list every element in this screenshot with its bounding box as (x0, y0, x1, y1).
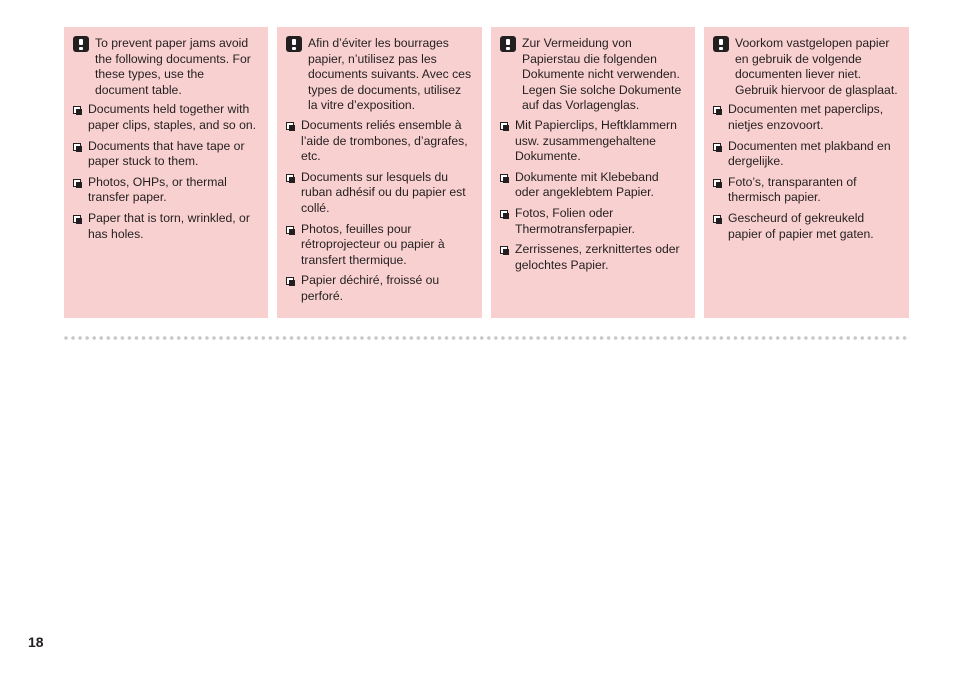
checkbox-bullet-icon (286, 277, 294, 285)
checkbox-bullet-icon (73, 143, 81, 151)
note-heading-text: Afin d’éviter les bourrages papier, n’utilisez pas les documents suivants. Avec ces types de documents, utilisez la vitre d’exposition. (308, 36, 472, 113)
list-item-text: Paper that is torn, wrinkled, or has holes. (88, 210, 250, 241)
exclamation-icon (500, 36, 516, 52)
list-item (285, 222, 472, 269)
checkbox-bullet-icon (73, 106, 81, 114)
list-item-text: Documenten met plakband en dergelijke. (728, 138, 891, 169)
checkbox-bullet-icon (286, 122, 294, 130)
list-item-text: Photos, feuilles pour rétroprojecteur ou papier à transfert thermique. (301, 221, 445, 267)
list-item-text: Documents reliés ensemble à l’aide de trombones, d’agrafes, etc. (301, 117, 468, 164)
list-item-text: Dokumente mit Klebeband oder angeklebtem Papier. (515, 169, 659, 200)
note-list (285, 118, 472, 305)
list-item (72, 211, 258, 242)
list-item (285, 273, 472, 304)
note-list (712, 102, 899, 242)
checkbox-bullet-icon (713, 179, 721, 187)
list-item-text: Gescheurd of gekreukeld papier of papier met gaten. (728, 210, 874, 241)
exclamation-icon (713, 36, 729, 52)
checkbox-bullet-icon (500, 210, 508, 218)
checkbox-bullet-icon (286, 226, 294, 234)
list-item (712, 139, 899, 170)
list-item (72, 139, 258, 170)
checkbox-bullet-icon (500, 246, 508, 254)
list-item (72, 175, 258, 206)
list-item (499, 170, 685, 201)
caution-note-dutch (704, 27, 909, 318)
note-heading-text: Voorkom vastgelopen papier en gebruik de volgende documenten liever niet. Gebruik hiervoor de glasplaat. (735, 36, 898, 97)
list-item (499, 118, 685, 165)
list-item-text: Papier déchiré, froissé ou perforé. (301, 273, 440, 303)
list-item-text: Documents that have tape or paper stuck to them. (88, 138, 245, 169)
note-heading (499, 36, 685, 114)
list-item (712, 102, 899, 133)
caution-notes (64, 27, 910, 318)
note-heading (285, 36, 472, 114)
note-heading (72, 36, 258, 98)
note-heading-text: To prevent paper jams avoid the following documents. For these types, use the document table. (95, 36, 251, 97)
caution-note-german (491, 27, 695, 318)
note-list (499, 118, 685, 273)
note-list (72, 102, 258, 242)
list-item (285, 118, 472, 165)
note-heading-text: Zur Vermeidung von Papierstau die folgenden Dokumente nicht verwenden. Legen Sie solche Dokumente auf das Vorlagenglas. (522, 36, 682, 113)
list-item (285, 170, 472, 217)
list-item-text: Fotos, Folien oder Thermotransferpapier. (515, 205, 635, 236)
checkbox-bullet-icon (73, 179, 81, 187)
checkbox-bullet-icon (713, 106, 721, 114)
list-item-text: Foto’s, transparanten of thermisch papier. (728, 174, 857, 205)
list-item-text: Documenten met paperclips, nietjes enzovoort. (728, 102, 884, 132)
checkbox-bullet-icon (500, 122, 508, 130)
checkbox-bullet-icon (713, 215, 721, 223)
exclamation-icon (73, 36, 89, 52)
caution-note-french (277, 27, 482, 318)
caution-note-english (64, 27, 268, 318)
list-item-text: Documents sur lesquels du ruban adhésif ou du papier est collé. (301, 169, 466, 215)
checkbox-bullet-icon (73, 215, 81, 223)
dotted-divider (64, 336, 910, 340)
list-item-text: Mit Papierclips, Heftklammern usw. zusammengehaltene Dokumente. (515, 117, 677, 164)
list-item (712, 175, 899, 206)
list-item (499, 242, 685, 273)
note-heading (712, 36, 899, 98)
exclamation-icon (286, 36, 302, 52)
list-item-text: Zerrissenes, zerknittertes oder gelochtes Papier. (515, 242, 680, 272)
list-item (499, 206, 685, 237)
list-item-text: Photos, OHPs, or thermal transfer paper. (88, 174, 227, 205)
checkbox-bullet-icon (286, 174, 294, 182)
list-item (72, 102, 258, 133)
page-number: 18 (28, 634, 44, 650)
checkbox-bullet-icon (500, 174, 508, 182)
checkbox-bullet-icon (713, 143, 721, 151)
list-item (712, 211, 899, 242)
list-item-text: Documents held together with paper clips, staples, and so on. (88, 102, 257, 132)
